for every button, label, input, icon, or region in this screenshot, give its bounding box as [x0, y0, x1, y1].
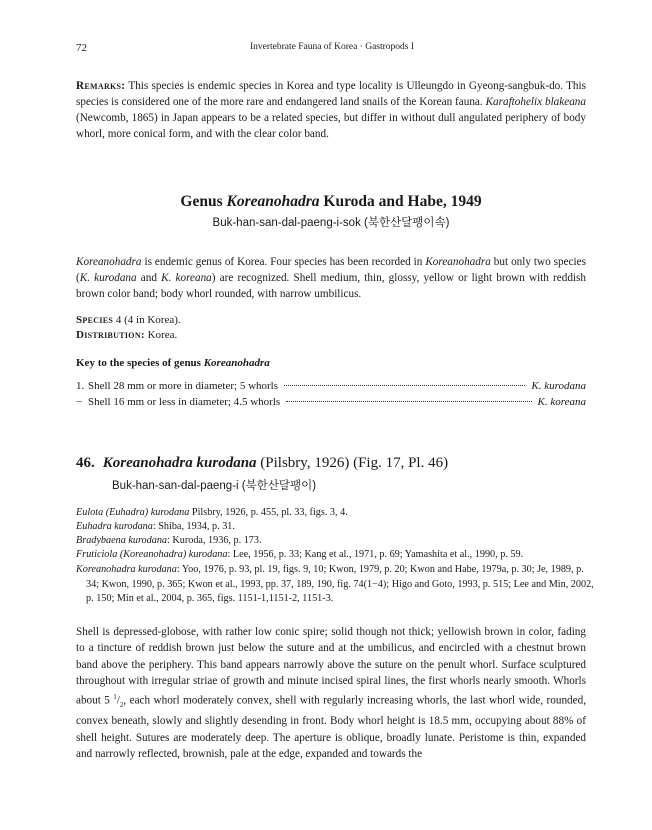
key-heading-prefix: Key to the species of genus: [76, 357, 204, 369]
key-result: K. kurodana: [531, 380, 586, 392]
synonym-ref: : Kuroda, 1936, p. 173.: [167, 535, 262, 546]
genus-desc-text-3: and: [136, 272, 162, 284]
key-heading: [76, 357, 270, 369]
synonym-name: Bradybaena kurodana: [76, 535, 168, 546]
distribution-label: Distribution:: [76, 329, 145, 341]
description-text: Shell is depressed-globose, with rather low conic spire; solid though not thick; yellowish brown in color, fading to a tincture of reddish brown just below the suture and at the umbilicus, and encircled with a chestnut brown band above the periphery. This band appears narrowly above the suture on the penult whorl. Surface sculptured throughout with irregular striae of growth and minute incised spiral lines, the first whorls nearly smooth. Whorls about 5: [76, 626, 586, 707]
key-marker: −: [76, 396, 83, 408]
synonym-name: Fruticiola (Koreanohadra) kurodana: [76, 549, 228, 560]
synonym-entry: [76, 563, 596, 607]
genus-desc-species-2: K. koreana: [161, 272, 212, 284]
key-text: Shell 16 mm or less in diameter; 4.5 whorls: [88, 396, 281, 408]
species-author: (Pilsbry, 1926) (Fig. 17, Pl. 46): [256, 455, 449, 471]
key-row: [76, 380, 586, 392]
genus-desc-text-2: but only two species (: [76, 256, 586, 284]
distribution: [76, 328, 177, 343]
genus-desc-species-1: K. kurodana: [79, 272, 137, 284]
synonym-ref: Pilsbry, 1926, p. 455, pl. 33, figs. 3, 4.: [189, 507, 348, 518]
page-number: 72: [76, 42, 87, 54]
genus-author: Kuroda and Habe, 1949: [319, 193, 482, 210]
species-title: [76, 455, 448, 472]
page-header: [76, 42, 588, 58]
synonym-name: Koreanohadra kurodana: [76, 564, 177, 575]
genus-title: [76, 193, 586, 211]
remarks-species: Karaftohelix blakeana: [485, 96, 586, 108]
species-number: 46.: [76, 455, 95, 471]
remarks-label: Remarks:: [76, 80, 126, 92]
description-text-2: , each whorl moderately convex, shell with regularly increasing whorls, the last whorl wide, rounded, convex beneath, slowly and slightly desending in front. Body whorl height is 18.5 mm, occupying about 88% of shell height. Sutures are moderately deep. The aperture is oblique, broadly lunate. Peristome is thin, expanded and narrowly reflected, brownish, pale at the edge, expanded and towards the: [76, 694, 586, 761]
key-leader-dots: [284, 385, 525, 386]
key-row: [76, 396, 586, 408]
species-subtitle: Buk-han-san-dal-paeng-i (북한산달팽이): [112, 480, 317, 492]
running-head: Invertebrate Fauna of Korea · Gastropods I: [249, 42, 415, 52]
genus-desc-name: Koreanohadra: [76, 256, 142, 268]
synonym-entry: [76, 506, 596, 521]
synonym-entry: [76, 534, 596, 549]
remarks-text: This species is endemic species in Korea and type locality is Ulleungdo in Gyeong-sangbuk-do. This species is considered one of the more rare and endangered land snails of the Korean fauna.: [76, 80, 586, 108]
synonym-ref: : Yoo, 1976, p. 93, pl. 19, figs. 9, 10; Kwon, 1979, p. 20; Kwon and Habe, 1979a, p. 30; Je, 1989, p. 34; Kwon, 1990, p. 365; Kwon et al., 1993, pp. 37, 189, 190, fig. 74(1−4); Higo and Goto, 1993, p. 515; Lee and Min, 2002, p. 150; Min et al., 2004, p. 365, figs. 1151-1,1151-2, 1151-3.: [86, 564, 594, 604]
synonym-entry: [76, 520, 596, 535]
remarks-paragraph: [76, 78, 586, 142]
fraction-denominator: 2: [119, 701, 124, 710]
species-count-value: 4 (4 in Korea).: [113, 314, 181, 326]
description-paragraph: Shell is depressed-globose, with rather low conic spire; solid though not thick; yellowish brown in color, fading to a tincture of reddish brown just below the suture and at the umbilicus, and encircled with a chestnut brown band above the periphery. This band appears narrowly above the suture on the penult whorl. Surface sculptured throughout with irregular striae of growth and minute incised spiral lines, the first whorls nearly smooth. Whorls about 5 $^1/_2$, each whorl moderately convex, shell with regularly increasing whorls, the last whorl wide, rounded, convex beneath, slowly and slightly desending in front. Body whorl height is 18.5 mm, occupying about 88% of shell height. Sutures are moderately deep. The aperture is oblique, broadly lunate. Peristome is thin, expanded and narrowly reflected, brownish, pale at the edge, expanded and towards the: [76, 626, 586, 761]
synonym-entry: [76, 548, 596, 563]
key-heading-genus: Koreanohadra: [203, 357, 270, 369]
fraction-numerator: 1: [113, 693, 117, 702]
key-text: Shell 28 mm or more in diameter; 5 whorls: [88, 380, 279, 392]
synonym-ref: : Lee, 1956, p. 33; Kang et al., 1971, p. 69; Yamashita et al., 1990, p. 59.: [227, 549, 524, 560]
key-leader-dots: [286, 401, 531, 402]
genus-desc-name-2: Koreanohadra: [425, 256, 491, 268]
remarks-text-2: (Newcomb, 1865) in Japan appears to be a related species, but differ in without dull angulated periphery of body whorl, more conical form, and with the clear color band.: [76, 112, 586, 140]
synonym-name: Euhadra kurodana: [76, 521, 153, 532]
genus-desc-text: is endemic genus of Korea. Four species has been recorded in: [141, 256, 426, 268]
genus-desc-text-4: ) are recognized. Shell medium, thin, glossy, yellow or light brown with reddish brown color band; body whorl rounded, with narrow umbilicus.: [76, 272, 586, 300]
synonym-name: Eulota (Euhadra) kurodana: [76, 507, 190, 518]
species-name: Koreanohadra kurodana: [102, 455, 257, 471]
genus-name: Koreanohadra: [226, 193, 320, 210]
distribution-value: Korea.: [144, 329, 178, 341]
species-count: [76, 313, 181, 328]
synonym-ref: : Shiba, 1934, p. 31.: [152, 521, 235, 532]
key-result: K. koreana: [537, 396, 586, 408]
genus-description: [76, 254, 586, 302]
genus-subtitle: Buk-han-san-dal-paeng-i-sok (북한산달팽이속): [212, 217, 450, 229]
key-marker: 1.: [76, 380, 85, 392]
genus-prefix: Genus: [180, 193, 227, 210]
species-count-label: Species: [76, 314, 114, 326]
